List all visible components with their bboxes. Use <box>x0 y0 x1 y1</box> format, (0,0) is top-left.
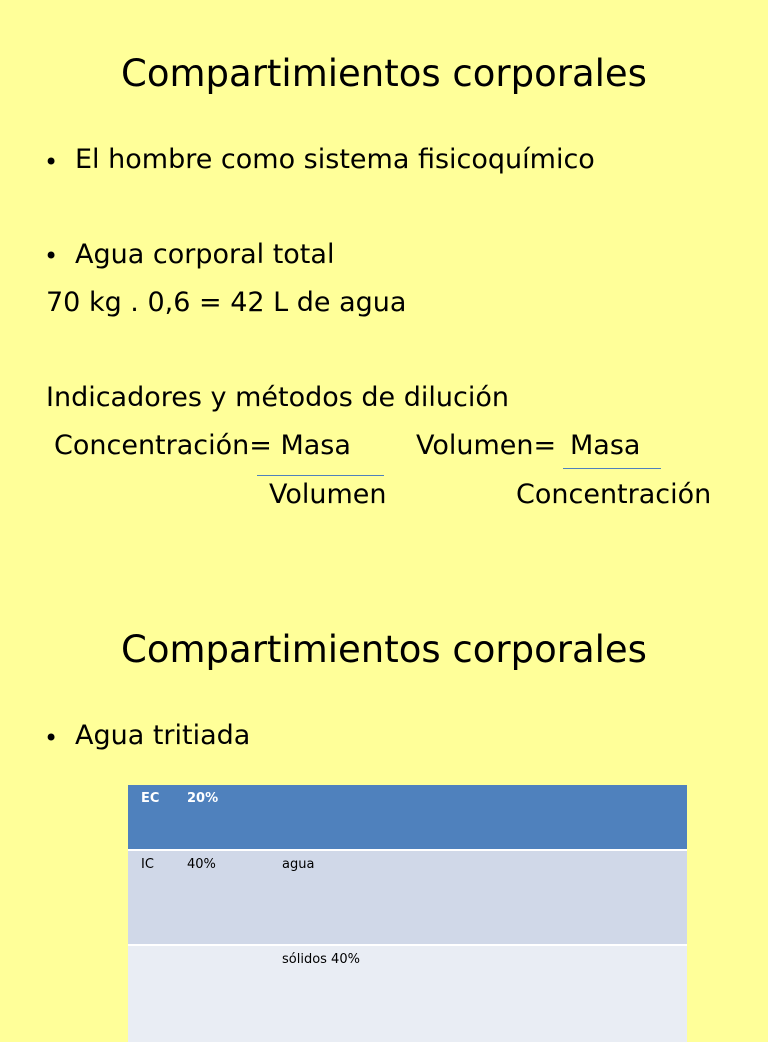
table-row <box>128 785 687 850</box>
table-cell: agua <box>282 850 687 945</box>
bullet-icon: • <box>44 242 59 270</box>
table-cell: EC <box>128 785 187 850</box>
bullet-icon: • <box>44 724 59 752</box>
bullet-icon: • <box>44 148 59 176</box>
bullet-item: Agua tritiada <box>75 720 251 751</box>
table-row <box>128 945 687 1042</box>
volume-formula-label: Volumen= <box>416 430 557 461</box>
table-row <box>128 850 687 945</box>
bullet-item: El hombre como sistema fisicoquímico <box>75 144 595 175</box>
table-cell: 40% <box>187 850 282 945</box>
bullet-item: Agua corporal total <box>75 239 335 270</box>
volume-denominator: Concentración <box>516 479 712 510</box>
volume-numerator: Masa <box>570 430 641 461</box>
formula-line: 70 kg . 0,6 = 42 L de agua <box>46 287 407 318</box>
fraction-rule <box>257 475 384 476</box>
concentration-formula: Concentración= Masa <box>54 430 351 461</box>
table-cell <box>128 945 187 1042</box>
section-heading: Indicadores y métodos de dilución <box>46 382 509 413</box>
slide-title: Compartimientos corporales <box>121 628 647 671</box>
concentration-denominator: Volumen <box>269 479 387 510</box>
table-cell <box>187 945 282 1042</box>
table-cell: 20% <box>187 785 282 850</box>
slide-title: Compartimientos corporales <box>121 52 647 95</box>
table-cell: IC <box>128 850 187 945</box>
fraction-rule <box>563 468 661 469</box>
table-cell <box>282 785 687 850</box>
compartments-table <box>128 785 687 1042</box>
table-cell: sólidos 40% <box>282 945 687 1042</box>
